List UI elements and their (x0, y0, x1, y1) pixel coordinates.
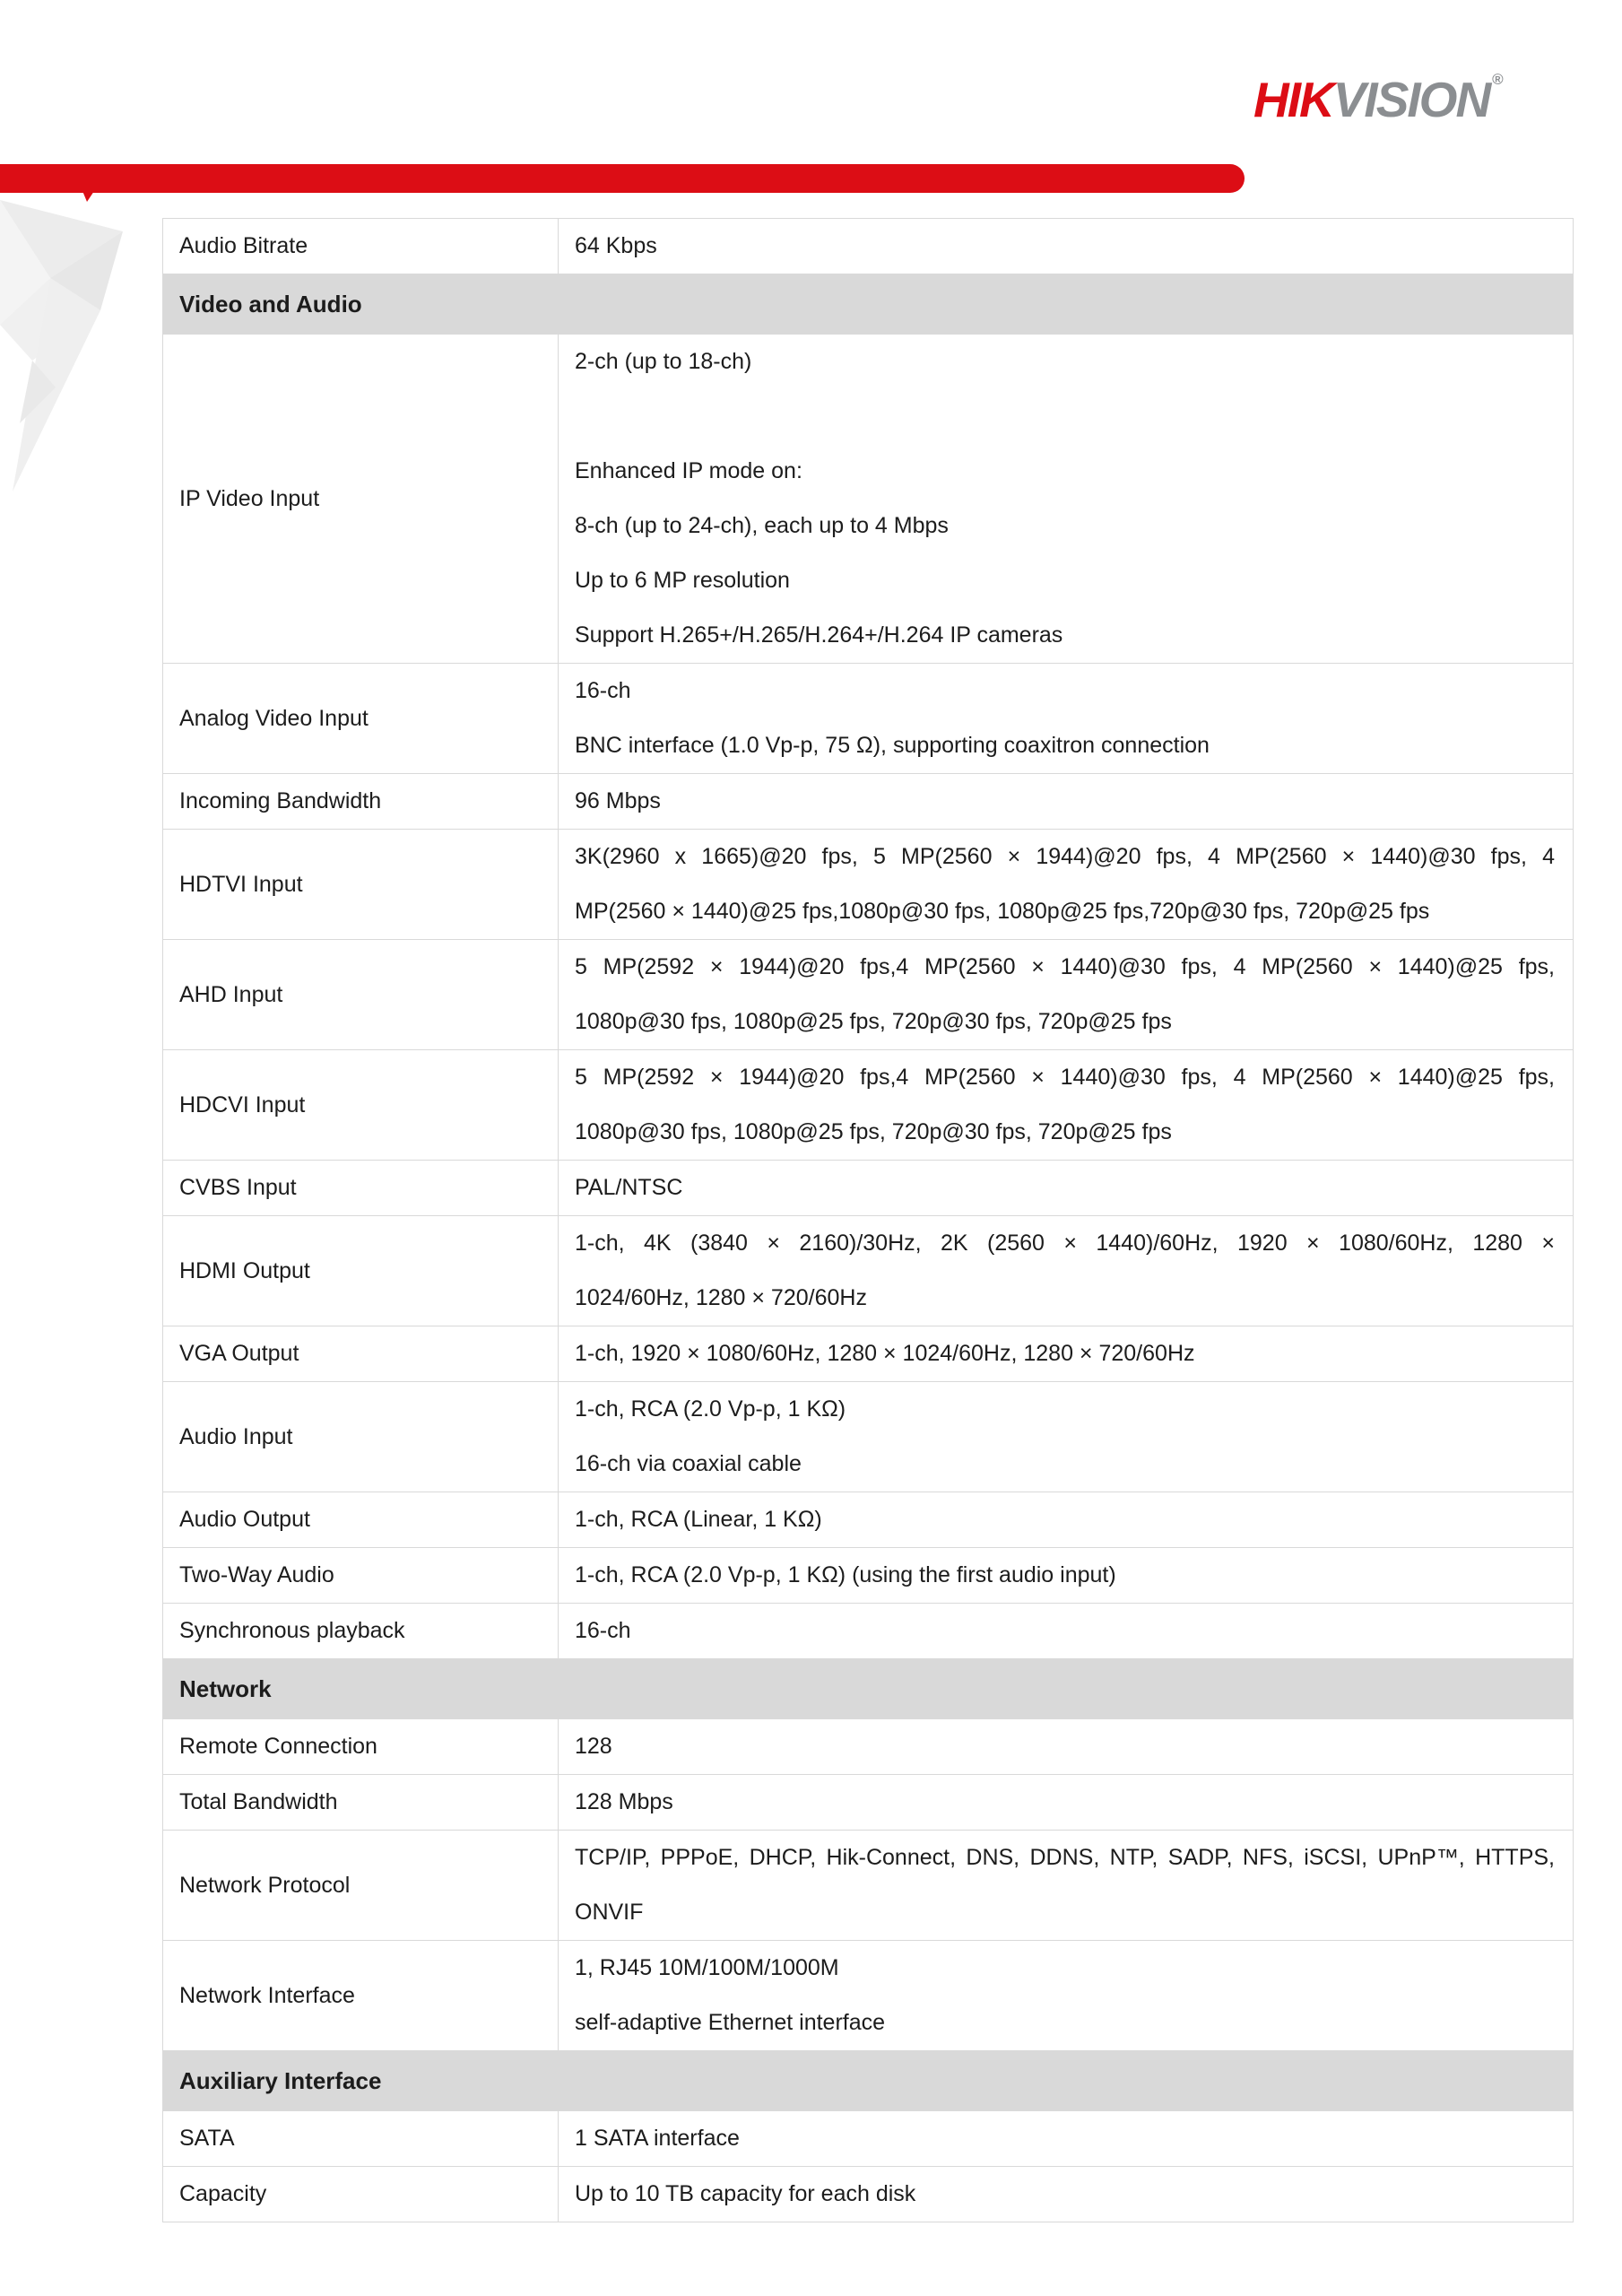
spec-value-line: 1-ch, RCA (Linear, 1 KΩ) (575, 1507, 822, 1532)
spec-value-line: 1-ch, RCA (2.0 Vp-p, 1 KΩ) (575, 1396, 846, 1422)
spec-row (163, 773, 1573, 829)
spec-value-line: BNC interface (1.0 Vp-p, 75 Ω), supporting coaxitron connection (575, 733, 1210, 758)
spec-value-line: 128 (575, 1734, 612, 1759)
spec-label: Remote Connection (163, 1719, 559, 1774)
spec-value-line: self-adaptive Ethernet interface (575, 2010, 886, 2035)
spec-label: HDTVI Input (163, 830, 559, 939)
spec-value-line: MP(2560 × 1440)@25 fps,1080p@30 fps, 1080p@25 fps,720p@30 fps, 720p@25 fps (575, 899, 1430, 924)
spec-value-line: 8-ch (up to 24-ch), each up to 4 Mbps (575, 513, 949, 538)
spec-label: SATA (163, 2111, 559, 2166)
section-title: Auxiliary Interface (179, 2066, 382, 2094)
section-title: Video and Audio (179, 290, 362, 317)
spec-row (163, 1774, 1573, 1830)
hikvision-logo (1253, 71, 1504, 127)
spec-label: Audio Output (163, 1492, 559, 1547)
spec-label: AHD Input (163, 940, 559, 1049)
spec-row (163, 1326, 1573, 1381)
spec-value-line: 16-ch (575, 678, 631, 703)
spec-value-line: 1 SATA interface (575, 2126, 740, 2151)
spec-label: Capacity (163, 2167, 559, 2222)
spec-value (559, 1604, 1573, 1658)
spec-value (559, 1050, 1573, 1160)
spec-value (559, 1775, 1573, 1830)
spec-label: Network Interface (163, 1941, 559, 2050)
spec-value (559, 219, 1573, 274)
spec-value (559, 1719, 1573, 1774)
logo-vision-text: VISION (1332, 72, 1490, 127)
spec-value (559, 664, 1573, 773)
spec-value (559, 1382, 1573, 1492)
spec-value-line: 1-ch, 4K (3840 × 2160)/30Hz, 2K (2560 × 1440)/60Hz, 1920 × 1080/60Hz, 1280 × (575, 1231, 1555, 1256)
spec-value (559, 940, 1573, 1049)
spec-value-line: 3K(2960 x 1665)@20 fps, 5 MP(2560 × 1944)@20 fps, 4 MP(2560 × 1440)@30 fps, 4 (575, 844, 1555, 869)
spec-value (559, 1941, 1573, 2050)
spec-value-line: 128 Mbps (575, 1789, 673, 1814)
logo-hik-text: HIK (1253, 72, 1333, 127)
spec-value (559, 1548, 1573, 1603)
registered-trademark-icon: ® (1492, 71, 1504, 88)
spec-row (163, 663, 1573, 773)
spec-value-line: 1, RJ45 10M/100M/1000M (575, 1955, 839, 1980)
spec-value-line: 1-ch, RCA (2.0 Vp-p, 1 KΩ) (using the first audio input) (575, 1562, 1116, 1587)
spec-value-line: PAL/NTSC (575, 1175, 683, 1200)
spec-value-line (575, 389, 1555, 444)
spec-value (559, 2167, 1573, 2222)
spec-row (163, 1603, 1573, 1658)
spec-row (163, 219, 1573, 274)
section-header-row (163, 2050, 1573, 2110)
spec-value-line: ONVIF (575, 1900, 644, 1925)
spec-value (559, 1161, 1573, 1215)
spec-value (559, 335, 1573, 663)
spec-value-line: Support H.265+/H.265/H.264+/H.264 IP cameras (575, 622, 1063, 648)
spec-row (163, 1049, 1573, 1160)
spec-label: Two-Way Audio (163, 1548, 559, 1603)
spec-label: Synchronous playback (163, 1604, 559, 1658)
spec-row (163, 2166, 1573, 2222)
spec-row (163, 829, 1573, 939)
spec-label: Network Protocol (163, 1831, 559, 1940)
spec-value-line: 16-ch via coaxial cable (575, 1451, 802, 1476)
spec-value (559, 1216, 1573, 1326)
spec-value-line: TCP/IP, PPPoE, DHCP, Hik-Connect, DNS, DDNS, NTP, SADP, NFS, iSCSI, UPnP™, HTTPS, (575, 1845, 1555, 1870)
spec-label: Audio Input (163, 1382, 559, 1492)
spec-row (163, 2110, 1573, 2166)
spec-row (163, 939, 1573, 1049)
spec-label: Incoming Bandwidth (163, 774, 559, 829)
spec-row (163, 1547, 1573, 1603)
spec-label: Total Bandwidth (163, 1775, 559, 1830)
red-accent-bar (0, 164, 1245, 193)
spec-value-line: 1024/60Hz, 1280 × 720/60Hz (575, 1285, 867, 1310)
spec-value (559, 1326, 1573, 1381)
spec-value (559, 830, 1573, 939)
spec-value (559, 1492, 1573, 1547)
spec-row (163, 334, 1573, 663)
spec-label: HDCVI Input (163, 1050, 559, 1160)
spec-value-line: 1080p@30 fps, 1080p@25 fps, 720p@30 fps, 720p@25 fps (575, 1009, 1172, 1034)
spec-row (163, 1940, 1573, 2050)
spec-row (163, 1160, 1573, 1215)
spec-label: IP Video Input (163, 335, 559, 663)
spec-value-line: Enhanced IP mode on: (575, 458, 802, 483)
spec-row (163, 1492, 1573, 1547)
section-header-row (163, 274, 1573, 334)
spec-value-line: Up to 10 TB capacity for each disk (575, 2181, 916, 2206)
spec-value (559, 1831, 1573, 1940)
spec-row (163, 1215, 1573, 1326)
spec-row (163, 1381, 1573, 1492)
spec-value-line: 64 Kbps (575, 233, 657, 258)
spec-value-line: 2-ch (up to 18-ch) (575, 349, 752, 374)
spec-value (559, 774, 1573, 829)
spec-row (163, 1718, 1573, 1774)
spec-label: HDMI Output (163, 1216, 559, 1326)
spec-value-line: Up to 6 MP resolution (575, 568, 790, 593)
spec-value-line: 16-ch (575, 1618, 631, 1643)
spec-value-line: 96 Mbps (575, 788, 661, 813)
spec-label: Audio Bitrate (163, 219, 559, 274)
spec-row (163, 1830, 1573, 1940)
spec-value-line: 1080p@30 fps, 1080p@25 fps, 720p@30 fps, 720p@25 fps (575, 1119, 1172, 1144)
spec-value (559, 2111, 1573, 2166)
section-title: Network (179, 1674, 272, 1702)
section-header-row (163, 1658, 1573, 1718)
watermark-graphic (0, 184, 143, 498)
spec-value-line: 1-ch, 1920 × 1080/60Hz, 1280 × 1024/60Hz, 1280 × 720/60Hz (575, 1341, 1195, 1366)
spec-label: Analog Video Input (163, 664, 559, 773)
spec-value-line: 5 MP(2592 × 1944)@20 fps,4 MP(2560 × 1440)@30 fps, 4 MP(2560 × 1440)@25 fps, (575, 1065, 1555, 1090)
spec-value-line: 5 MP(2592 × 1944)@20 fps,4 MP(2560 × 1440)@30 fps, 4 MP(2560 × 1440)@25 fps, (575, 954, 1555, 979)
spec-label: CVBS Input (163, 1161, 559, 1215)
spec-table (162, 218, 1574, 2222)
spec-label: VGA Output (163, 1326, 559, 1381)
